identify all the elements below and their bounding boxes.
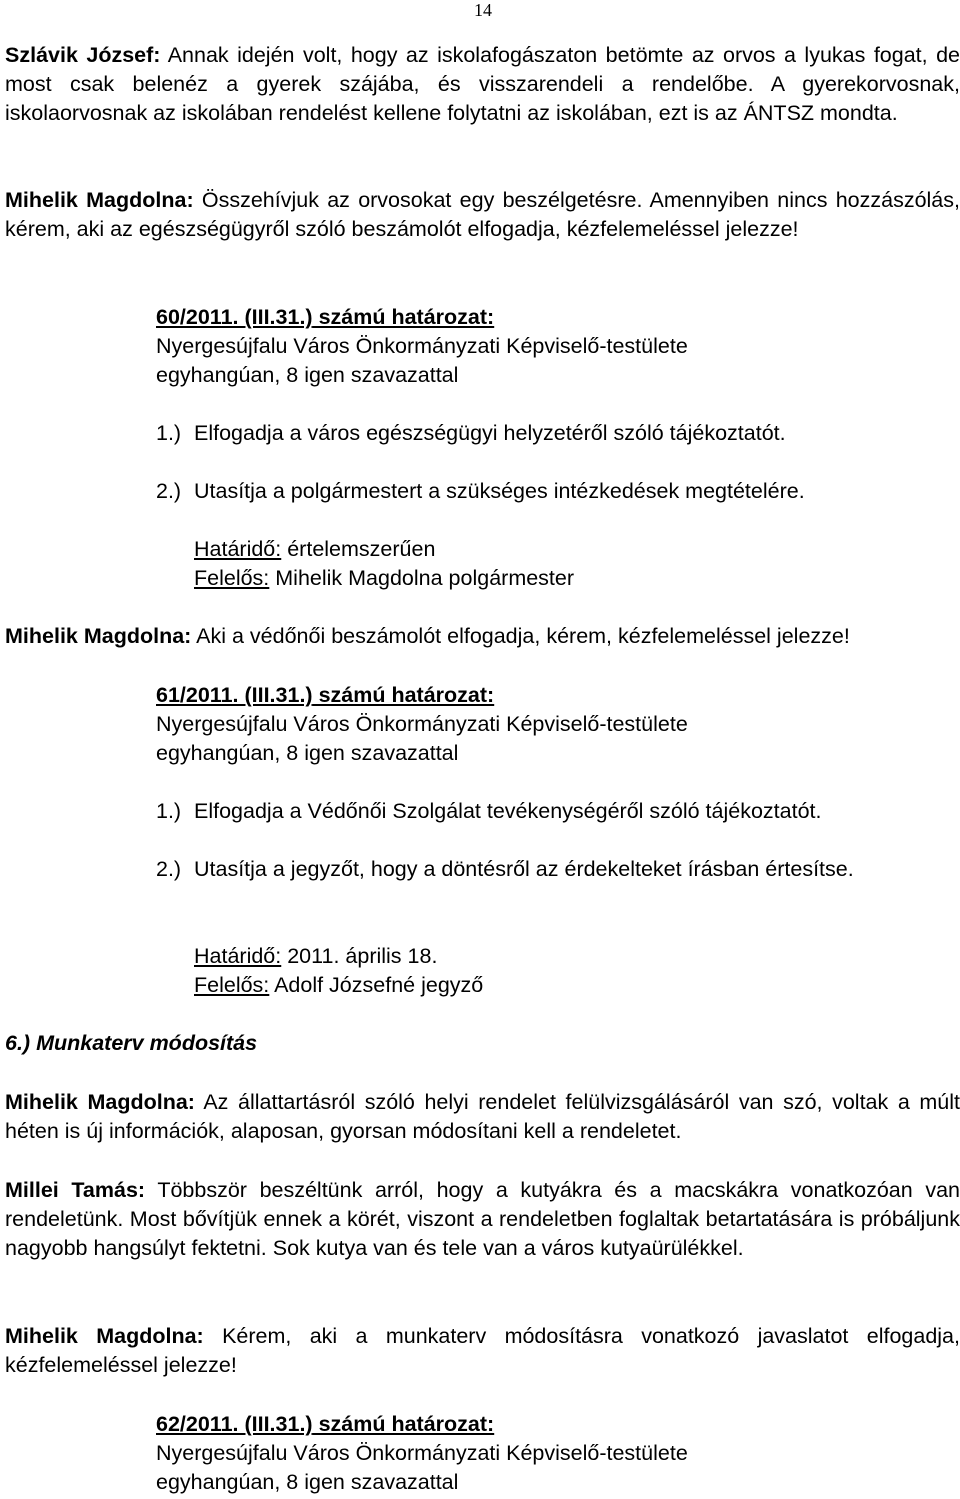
speaker-name: Millei Tamás: — [5, 1178, 146, 1202]
resolution-61-body: Nyergesújfalu Város Önkormányzati Képviselő-testülete — [156, 712, 688, 736]
resolution-61-vote: egyhangúan, 8 igen szavazattal — [156, 741, 459, 765]
resolution-title: számú határozat: — [312, 305, 495, 329]
resolution-62-vote: egyhangúan, 8 igen szavazattal — [156, 1470, 459, 1494]
speaker-name: Mihelik Magdolna: — [5, 1090, 195, 1114]
section-6-heading: 6.) Munkaterv módosítás — [5, 1031, 258, 1055]
paragraph-szlavik — [5, 41, 960, 128]
responsible-label: Felelős: — [194, 973, 270, 997]
deadline-label: Határidő: — [194, 944, 282, 968]
resolution-61-heading — [156, 681, 960, 710]
paragraph-mihelik-4 — [5, 1322, 960, 1380]
speaker-name: Mihelik Magdolna: — [5, 624, 192, 648]
resolution-62-heading — [156, 1410, 960, 1439]
resolution-60-deadline — [194, 535, 960, 564]
resolution-60-heading — [156, 303, 960, 332]
resolution-title: számú határozat: — [312, 1412, 495, 1436]
resolution-62-body: Nyergesújfalu Város Önkormányzati Képviselő-testülete — [156, 1441, 688, 1465]
deadline-value: 2011. április 18. — [281, 944, 438, 968]
speech-text: Az állattartásról szóló helyi rendelet felülvizsgálásáról van szó, voltak a múlt héten is új információk, alaposan, gyorsan módosítani kell a rendeletet. — [5, 1090, 960, 1143]
resolution-60-responsible — [194, 564, 960, 593]
resolution-61-item-1: 1.) Elfogadja a Védőnői Szolgálat tevékenységéről szóló tájékoztatót. — [156, 799, 822, 823]
responsible-value: Mihelik Magdolna polgármester — [269, 566, 575, 590]
paragraph-millei — [5, 1176, 960, 1263]
paragraph-mihelik-2 — [5, 622, 960, 651]
paragraph-mihelik-3 — [5, 1088, 960, 1146]
deadline-label: Határidő: — [194, 537, 282, 561]
speaker-name: Szlávik József: — [5, 43, 161, 67]
deadline-value: értelemszerűen — [281, 537, 436, 561]
speech-text: Aki a védőnői beszámolót elfogadja, kérem, kézfelemeléssel jelezze! — [191, 624, 850, 648]
resolution-60-item-2: 2.) Utasítja a polgármestert a szükséges intézkedések megtételére. — [156, 479, 805, 503]
resolution-60-item-1: 1.) Elfogadja a város egészségügyi helyzetéről szóló tájékoztatót. — [156, 421, 786, 445]
speaker-name: Mihelik Magdolna: — [5, 1324, 204, 1348]
resolution-number: 60/2011. (III.31.) — [156, 305, 313, 329]
resolution-61-responsible — [194, 971, 960, 1000]
resolution-number: 61/2011. (III.31.) — [156, 683, 313, 707]
resolution-61-item-2: 2.) Utasítja a jegyzőt, hogy a döntésről az érdekelteket írásban értesítse. — [156, 857, 854, 881]
speech-text: Összehívjuk az orvosokat egy beszélgetésre. Amennyiben nincs hozzászólás, kérem, aki az egészségügyről szóló beszámolót elfogadja, kézfelemeléssel jelezze! — [5, 188, 960, 241]
responsible-label: Felelős: — [194, 566, 270, 590]
speech-text: Annak idején volt, hogy az iskolafogászaton betömte az orvos a lyukas fogat, de most csak belenéz a gyerek szájába, és visszarendeli a rendelőbe. A gyerekorvosnak, iskolaorvosnak az iskolában rendelést kellene folytatni az iskolában, ezt is az ÁNTSZ mondta. — [5, 43, 960, 125]
speech-text: Kérem, aki a munkaterv módosításra vonatkozó javaslatot elfogadja, kézfelemeléssel jelezze! — [5, 1324, 960, 1377]
speaker-name: Mihelik Magdolna: — [5, 188, 194, 212]
responsible-value: Adolf Józsefné jegyző — [269, 973, 484, 997]
resolution-61-deadline — [194, 942, 960, 971]
speech-text: Többször beszéltünk arról, hogy a kutyákra és a macskákra vonatkozóan van rendeletünk. Most bővítjük ennek a körét, viszont a rendeletben foglaltak betartatására is próbáljunk nagyobb hangsúlyt fektetni. Sok kutya van és tele van a város kutyaürülékkel. — [5, 1178, 960, 1260]
resolution-number: 62/2011. (III.31.) — [156, 1412, 313, 1436]
resolution-60-vote: egyhangúan, 8 igen szavazattal — [156, 363, 459, 387]
paragraph-mihelik-1 — [5, 186, 960, 244]
page-number: 14 — [474, 0, 492, 20]
resolution-60-body: Nyergesújfalu Város Önkormányzati Képviselő-testülete — [156, 334, 688, 358]
resolution-title: számú határozat: — [312, 683, 495, 707]
